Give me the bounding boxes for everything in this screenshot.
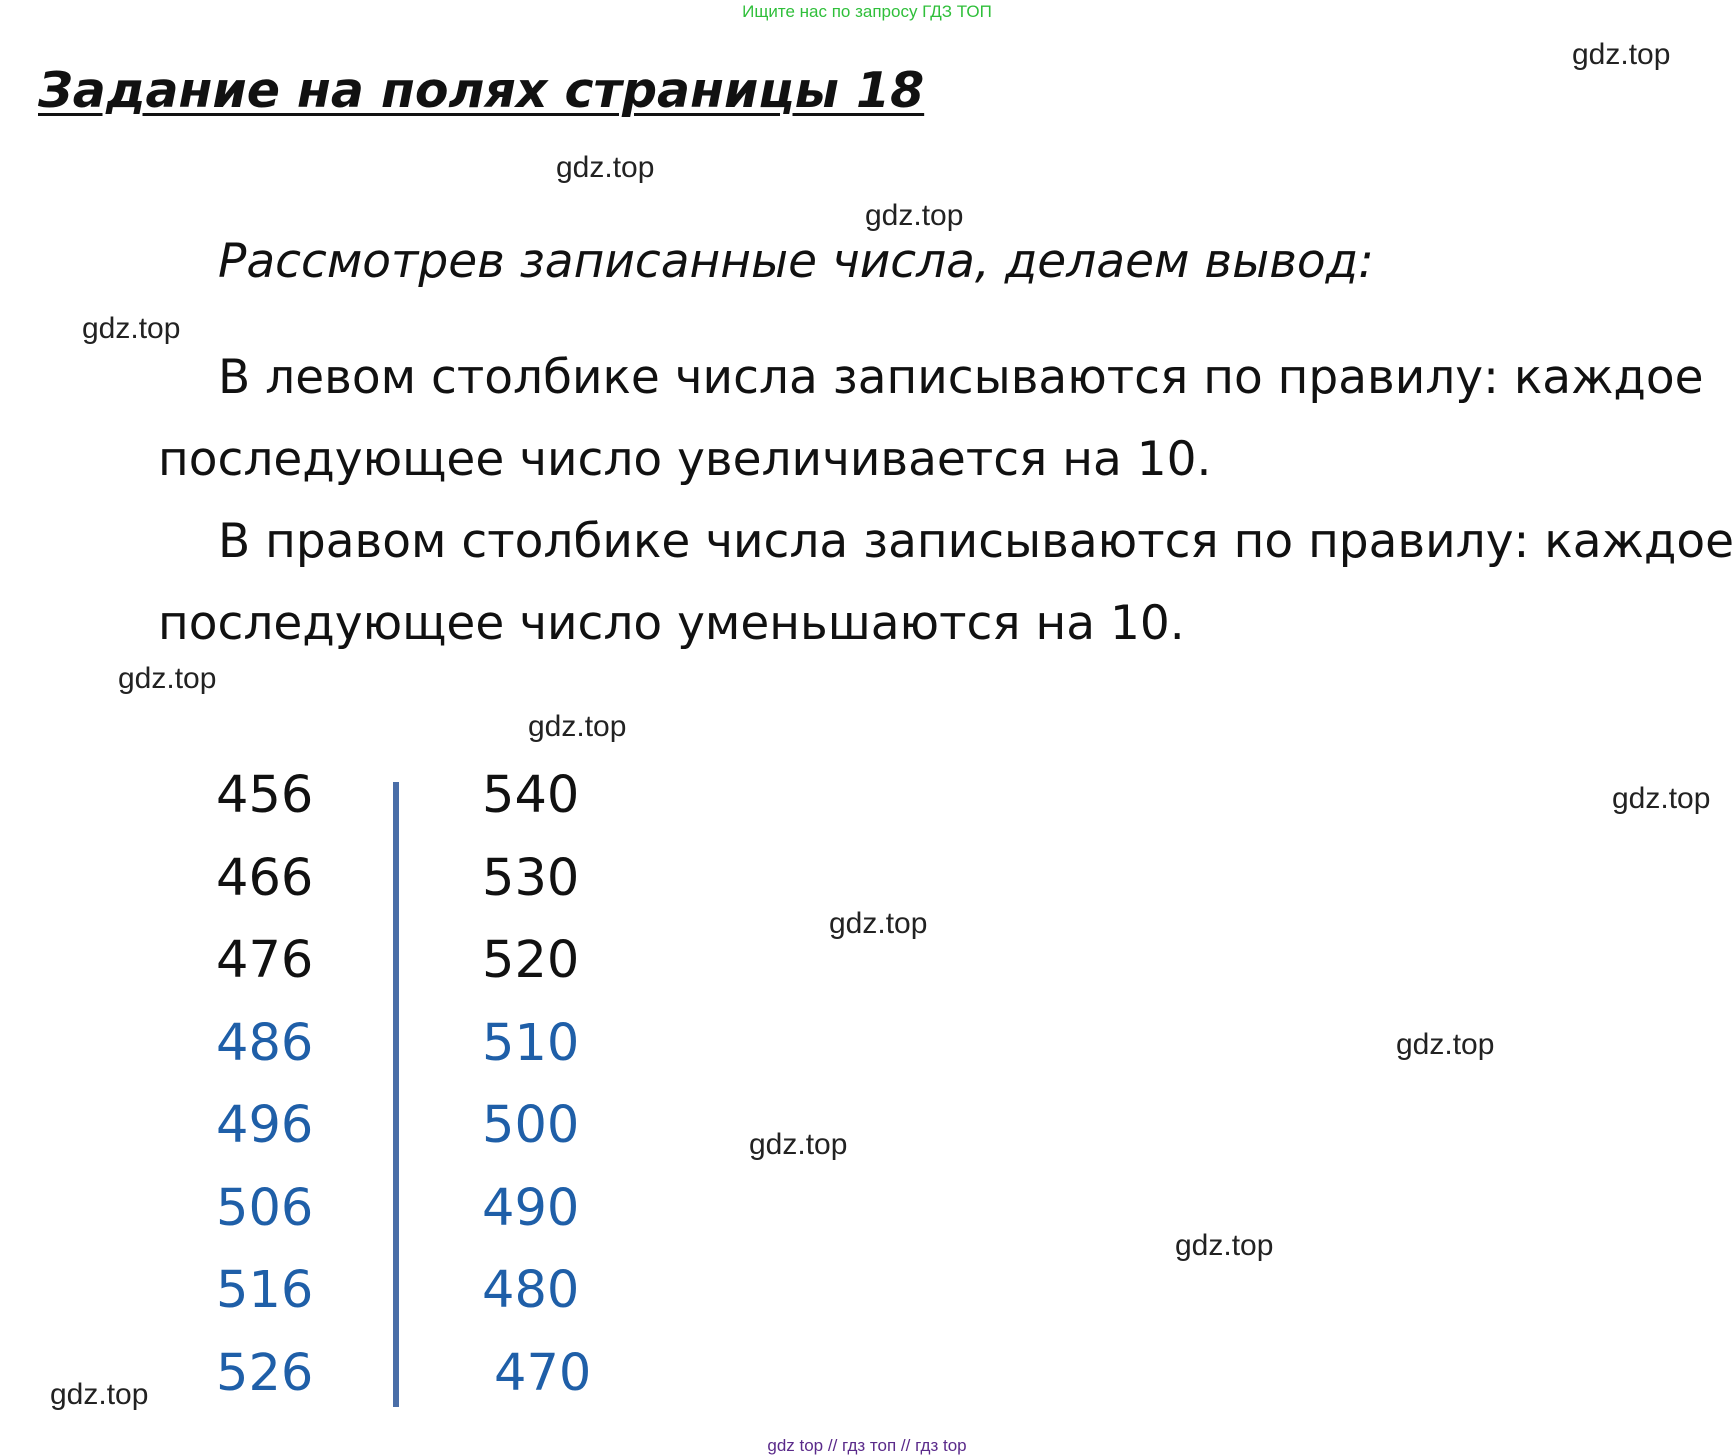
column-divider xyxy=(393,782,399,1407)
watermark: gdz.top xyxy=(1572,38,1671,71)
footer-link[interactable]: гдз top xyxy=(915,1436,967,1455)
footer-separator: // xyxy=(900,1436,911,1455)
left-number: 506 xyxy=(216,1178,314,1238)
watermark: gdz.top xyxy=(556,151,655,184)
watermark: gdz.top xyxy=(1396,1028,1495,1061)
watermark: gdz.top xyxy=(118,662,217,695)
left-number: 486 xyxy=(216,1013,314,1073)
right-number: 510 xyxy=(482,1013,580,1073)
left-number-column xyxy=(216,755,313,1415)
left-number: 456 xyxy=(216,766,314,825)
top-banner: Ищите нас по запросу ГДЗ ТОП xyxy=(742,2,992,21)
right-number: 490 xyxy=(482,1178,580,1238)
right-number: 530 xyxy=(482,848,580,908)
right-number: 480 xyxy=(482,1261,580,1320)
paragraph-right-rule-line2: последующее число уменьшаются на 10. xyxy=(158,596,1185,651)
paragraph-left-rule-line2: последующее число увеличивается на 10. xyxy=(158,432,1212,487)
right-number: 500 xyxy=(482,1096,580,1155)
watermark: gdz.top xyxy=(829,907,928,940)
watermark: gdz.top xyxy=(528,710,627,743)
right-number: 540 xyxy=(482,766,580,825)
watermark: gdz.top xyxy=(50,1378,149,1411)
watermark: gdz.top xyxy=(749,1128,848,1161)
left-number: 476 xyxy=(216,931,314,990)
subtitle: Рассмотрев записанные числа, делаем вывод: xyxy=(218,234,1374,289)
left-number: 496 xyxy=(216,1096,314,1155)
left-number: 516 xyxy=(216,1261,314,1320)
page-title: Задание на полях страницы 18 xyxy=(38,62,925,119)
watermark: gdz.top xyxy=(865,199,964,232)
watermark: gdz.top xyxy=(1612,782,1711,815)
footer-links xyxy=(0,1436,1734,1456)
footer-link[interactable]: gdz top xyxy=(767,1436,824,1455)
right-number: 470 xyxy=(494,1343,592,1403)
paragraph-left-rule-line1: В левом столбике числа записываются по правилу: каждое xyxy=(218,350,1704,405)
paragraph-right-rule-line1: В правом столбике числа записываются по правилу: каждое xyxy=(218,514,1734,569)
right-number: 520 xyxy=(482,931,580,990)
footer-separator: // xyxy=(827,1436,838,1455)
right-number-column xyxy=(482,755,591,1415)
watermark: gdz.top xyxy=(82,312,181,345)
watermark: gdz.top xyxy=(1175,1229,1274,1262)
left-number: 466 xyxy=(216,848,314,908)
left-number: 526 xyxy=(216,1343,314,1403)
footer-link[interactable]: гдз топ xyxy=(842,1436,897,1455)
